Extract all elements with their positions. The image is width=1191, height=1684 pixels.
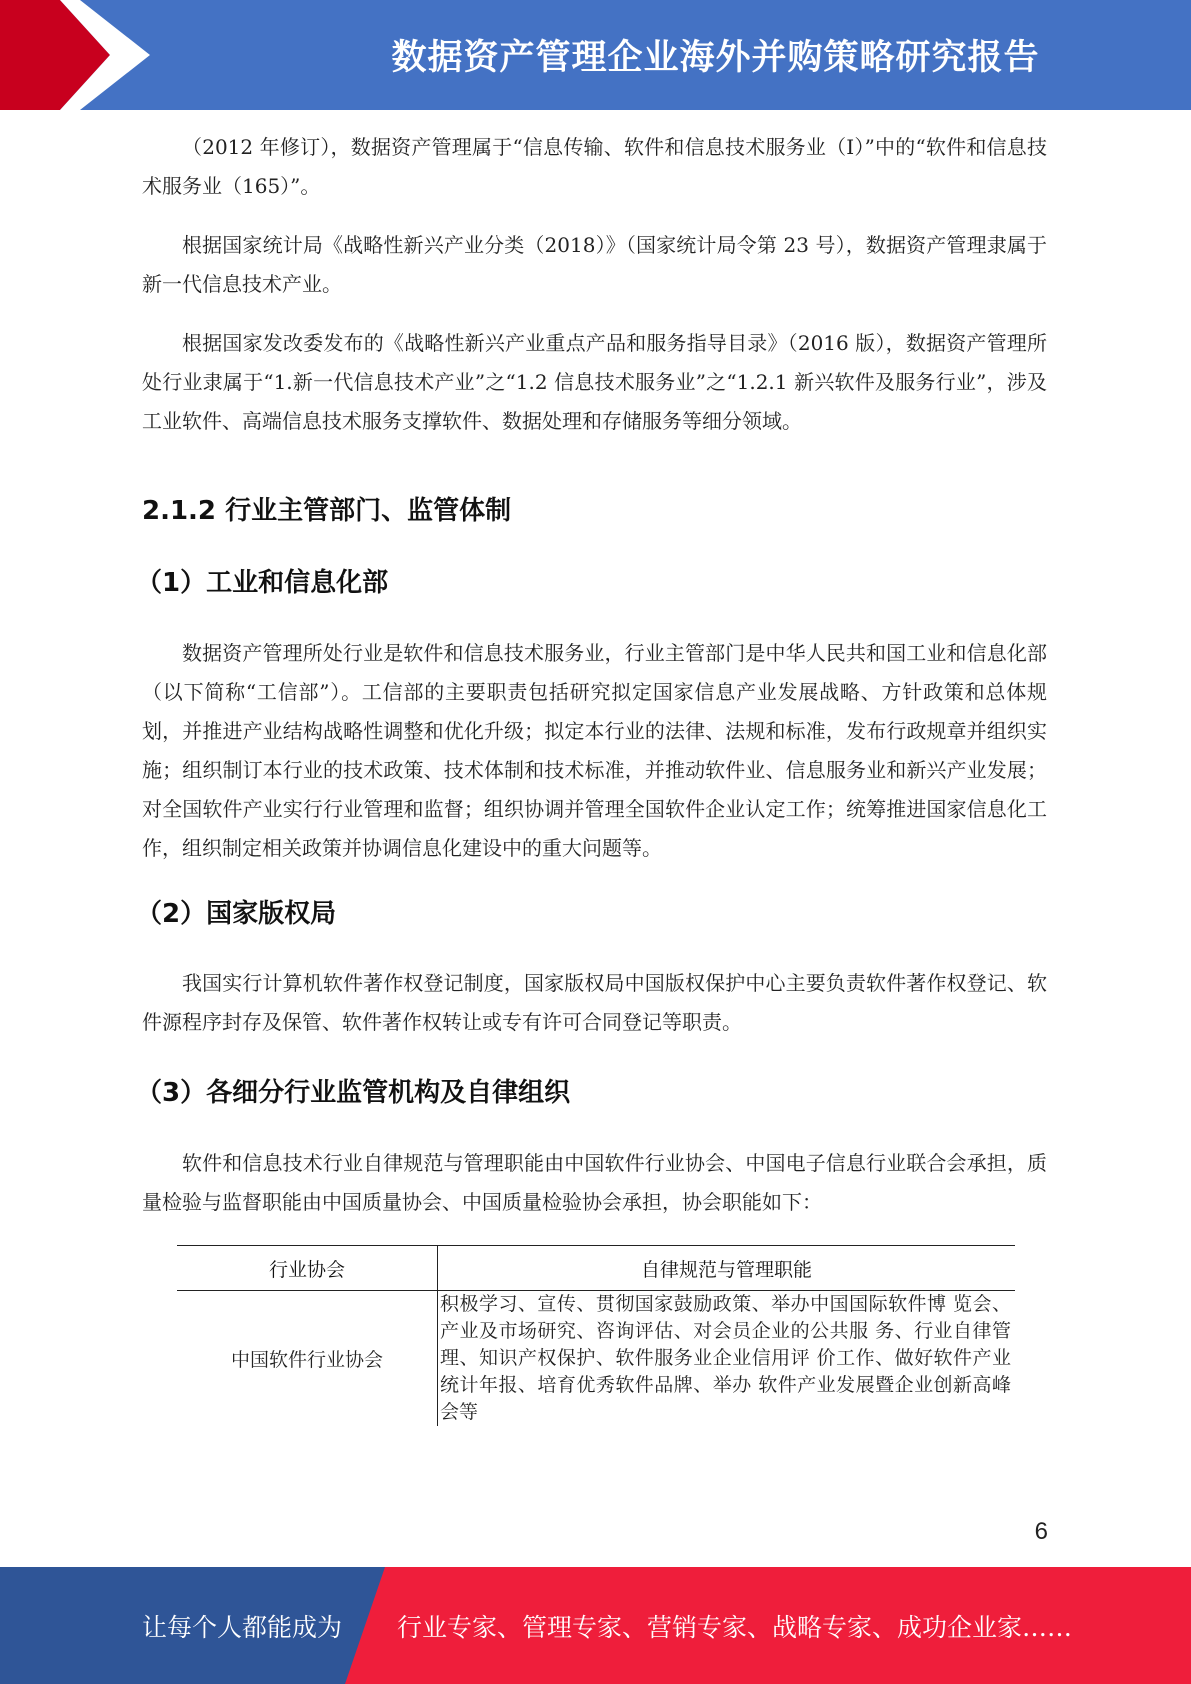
page-number: 6 [1034,1518,1048,1545]
table-header-row [177,1246,1015,1291]
paragraph-ndrc-catalog: 根据国家发改委发布的《战略性新兴产业重点产品和服务指导目录》（2016 版），数据资产管理所处行业隶属于“1.新一代信息技术产业”之“1.2 信息技术服务业”之“1.2.1 新兴软件及服务行业”，涉及工业软件、高端信息技术服务支撑软件、数据处理和存储服务等细分领域。 [142,331,1047,433]
subheading-miit: （1）工业和信息化部 [136,568,389,598]
section-heading-2-1-2: 2.1.2 行业主管部门、监管体制 [142,496,512,526]
subheading-copyright-office: （2）国家版权局 [136,899,337,929]
paragraph-statistics-bureau: 根据国家统计局《战略性新兴产业分类（2018）》（国家统计局令第 23 号），数据资产管理隶属于新一代信息技术产业。 [142,233,1047,296]
body-content [142,128,1047,461]
table-cell-association: 中国软件行业协会 [177,1291,438,1427]
paragraph-industry-classification: （2012 年修订），数据资产管理属于“信息传输、软件和信息技术服务业（I）”中的“软件和信息技术服务业（165）”。 [142,135,1047,198]
paragraph-miit-duties: 数据资产管理所处行业是软件和信息技术服务业，行业主管部门是中华人民共和国工业和信息化部（以下简称“工信部”）。工信部的主要职责包括研究拟定国家信息产业发展战略、方针政策和总体规划，并推进产业结构战略性调整和优化升级；拟定本行业的法律、法规和标准，发布行政规章并组织实施；组织制订本行业的技术政策、技术体制和技术标准，并推动软件业、信息服务业和新兴产业发展；对全国软件产业实行行业管理和监督；组织协调并管理全国软件企业认定工作；统筹推进国家信息化工作，组织制定相关政策并协调信息化建设中的重大问题等。 [142,641,1047,860]
header-arrow-icon [0,0,240,110]
paragraph-copyright-registration: 我国实行计算机软件著作权登记制度，国家版权局中国版权保护中心主要负责软件著作权登记、软件源程序封存及保管、软件著作权转让或专有许可合同登记等职责。 [142,971,1047,1034]
paragraph-association-functions: 软件和信息技术行业自律规范与管理职能由中国软件行业协会、中国电子信息行业联合会承担，质量检验与监督职能由中国质量协会、中国质量检验协会承担，协会职能如下： [142,1151,1047,1214]
footer-slogan-right: 行业专家、管理专家、营销专家、战略专家、成功企业家…… [397,1612,1073,1642]
subheading-self-regulatory: （3）各细分行业监管机构及自律组织 [136,1078,571,1108]
association-table [177,1245,1015,1426]
body-content-miit [142,634,1047,888]
body-content-associations [142,1144,1047,1242]
footer-slogan-left: 让每个人都能成为 [142,1612,343,1642]
table-header-association: 行业协会 [177,1246,438,1291]
page-header [0,0,1191,110]
page-footer [0,1567,1191,1684]
body-content-copyright [142,964,1047,1062]
table-header-duties: 自律规范与管理职能 [438,1246,1016,1291]
table-cell-duties: 积极学习、宣传、贯彻国家鼓励政策、举办中国国际软件博 览会、产业及市场研究、咨询评估、对会员企业的公共服 务、行业自律管理、知识产权保护、软件服务业企业信用评 价工作、做好软件产业统计年报、培育优秀软件品牌、举办 软件产业发展暨企业创新高峰会等 [440,1293,1011,1423]
table-row [177,1291,1015,1427]
report-title: 数据资产管理企业海外并购策略研究报告 [391,38,1040,78]
